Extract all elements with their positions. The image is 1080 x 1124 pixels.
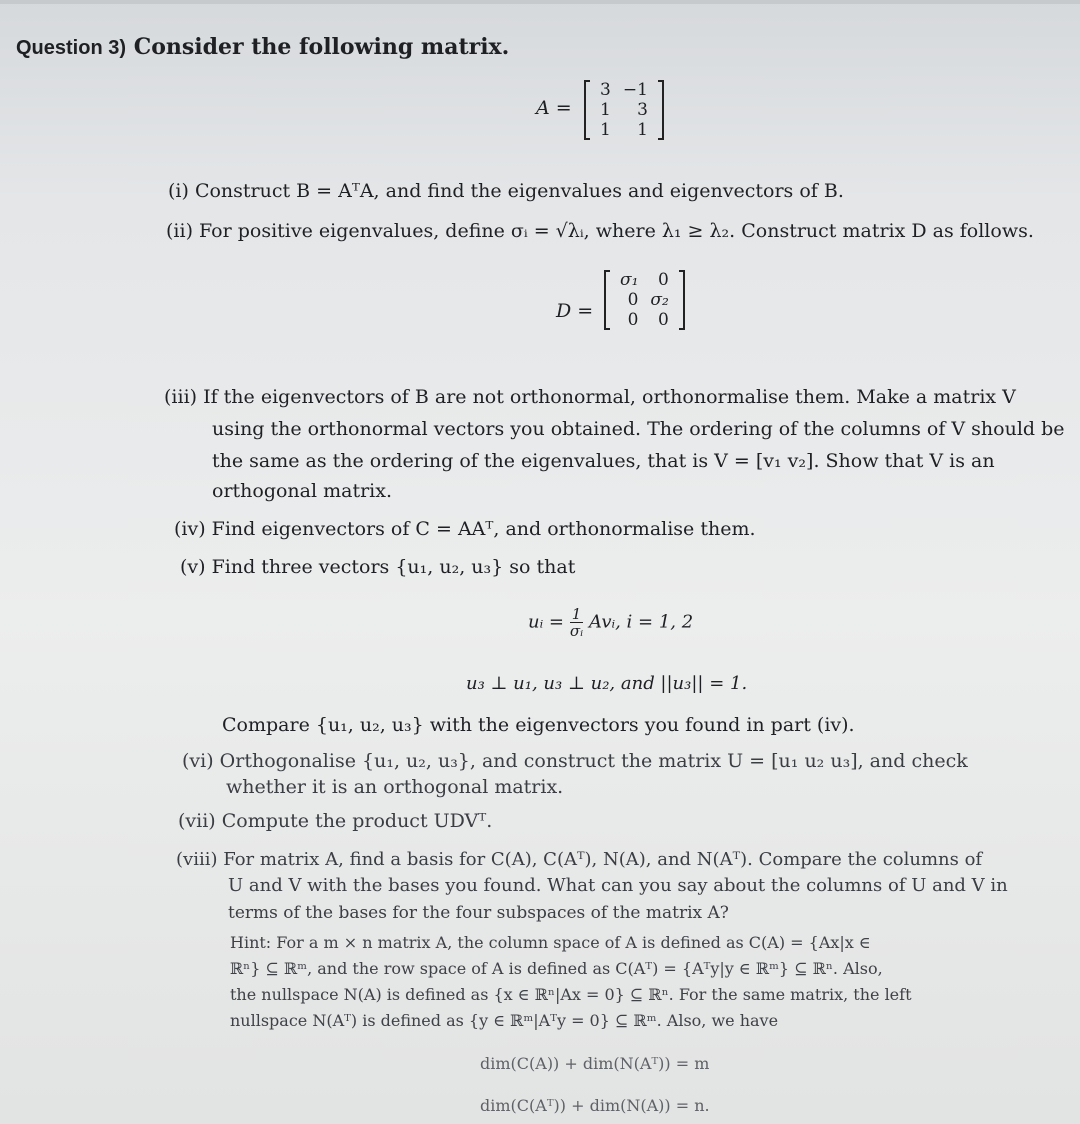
hint-line-2: ℝⁿ} ⊆ ℝᵐ, and the row space of A is defined as C(Aᵀ) = {Aᵀy|y ∈ ℝᵐ} ⊆ ℝⁿ. Also, <box>230 959 883 978</box>
matrix-cell: 1 <box>600 120 611 140</box>
fraction <box>570 606 584 639</box>
dim-equation-1: dim(C(A)) + dim(N(Aᵀ)) = m <box>480 1054 710 1073</box>
dim-equation-2: dim(C(Aᵀ)) + dim(N(A)) = n. <box>480 1096 710 1115</box>
eq-lhs: uᵢ = <box>528 611 565 633</box>
u3-orthogonality-condition: u₃ ⊥ u₁, u₃ ⊥ u₂, and ||u₃|| = 1. <box>466 673 748 694</box>
matrix-cell: 0 <box>627 310 639 330</box>
matrix-cell: 0 <box>627 290 639 310</box>
matrix-a-label: A = <box>536 97 572 119</box>
question-label: Question 3) <box>16 37 127 59</box>
matrix-cell: σ₂ <box>650 290 669 310</box>
part-iii-line-4: orthogonal matrix. <box>212 480 393 502</box>
matrix-cell: 1 <box>637 120 648 140</box>
part-vii: (vii) Compute the product UDVᵀ. <box>178 810 493 832</box>
matrix-row <box>614 290 675 310</box>
hint-line-4: nullspace N(Aᵀ) is defined as {y ∈ ℝᵐ|Aᵀy = 0} ⊆ ℝᵐ. Also, we have <box>230 1011 779 1030</box>
part-viii-line-2: U and V with the bases you found. What can you say about the columns of U and V in <box>228 875 1008 896</box>
matrix-cell: 3 <box>600 80 611 100</box>
matrix-cell: 3 <box>637 100 648 120</box>
matrix-cell: 0 <box>658 270 669 290</box>
question-intro: Consider the following matrix. <box>133 34 510 60</box>
part-iii-line-1: (iii) If the eigenvectors of B are not orthonormal, orthonormalise them. Make a matrix V <box>164 386 1016 408</box>
page-top-shadow <box>0 0 1080 4</box>
matrix-cell: 0 <box>658 310 669 330</box>
matrix-row <box>614 310 675 330</box>
matrix-d <box>604 270 685 330</box>
eq-rhs: Avᵢ, i = 1, 2 <box>589 611 694 633</box>
matrix-row <box>594 120 654 140</box>
matrix-d-label: D = <box>556 300 594 322</box>
u-definition-equation <box>528 606 693 639</box>
part-vi-line-2: whether it is an orthogonal matrix. <box>226 776 564 798</box>
question-heading <box>16 34 509 60</box>
matrix-a <box>584 80 664 140</box>
part-ii: (ii) For positive eigenvalues, define σᵢ = √λᵢ, where λ₁ ≥ λ₂. Construct matrix D as follows. <box>166 220 1034 242</box>
matrix-row <box>614 270 675 290</box>
part-iv: (iv) Find eigenvectors of C = AAᵀ, and orthonormalise them. <box>174 518 756 540</box>
fraction-denominator: σᵢ <box>569 622 584 640</box>
matrix-row <box>594 100 654 120</box>
part-v-compare: Compare {u₁, u₂, u₃} with the eigenvectors you found in part (iv). <box>222 714 855 736</box>
part-iii-line-2: using the orthonormal vectors you obtained. The ordering of the columns of V should be <box>212 418 1065 440</box>
part-v: (v) Find three vectors {u₁, u₂, u₃} so that <box>180 556 576 578</box>
part-viii-line-1: (viii) For matrix A, find a basis for C(A), C(Aᵀ), N(A), and N(Aᵀ). Compare the columns of <box>176 849 983 870</box>
hint-line-1: Hint: For a m × n matrix A, the column space of A is defined as C(A) = {Ax|x ∈ <box>230 933 871 952</box>
matrix-cell: σ₁ <box>620 270 639 290</box>
part-vi-line-1: (vi) Orthogonalise {u₁, u₂, u₃}, and construct the matrix U = [u₁ u₂ u₃], and check <box>182 750 968 772</box>
matrix-cell: −1 <box>622 80 648 100</box>
part-viii-line-3: terms of the bases for the four subspaces of the matrix A? <box>228 903 729 923</box>
fraction-numerator: 1 <box>571 605 582 623</box>
matrix-cell: 1 <box>600 100 611 120</box>
matrix-row <box>594 80 654 100</box>
part-iii-line-3: the same as the ordering of the eigenvalues, that is V = [v₁ v₂]. Show that V is an <box>212 450 995 472</box>
hint-line-3: the nullspace N(A) is defined as {x ∈ ℝⁿ|Ax = 0} ⊆ ℝⁿ. For the same matrix, the left <box>230 985 912 1004</box>
part-i: (i) Construct B = AᵀA, and find the eigenvalues and eigenvectors of B. <box>168 180 844 202</box>
